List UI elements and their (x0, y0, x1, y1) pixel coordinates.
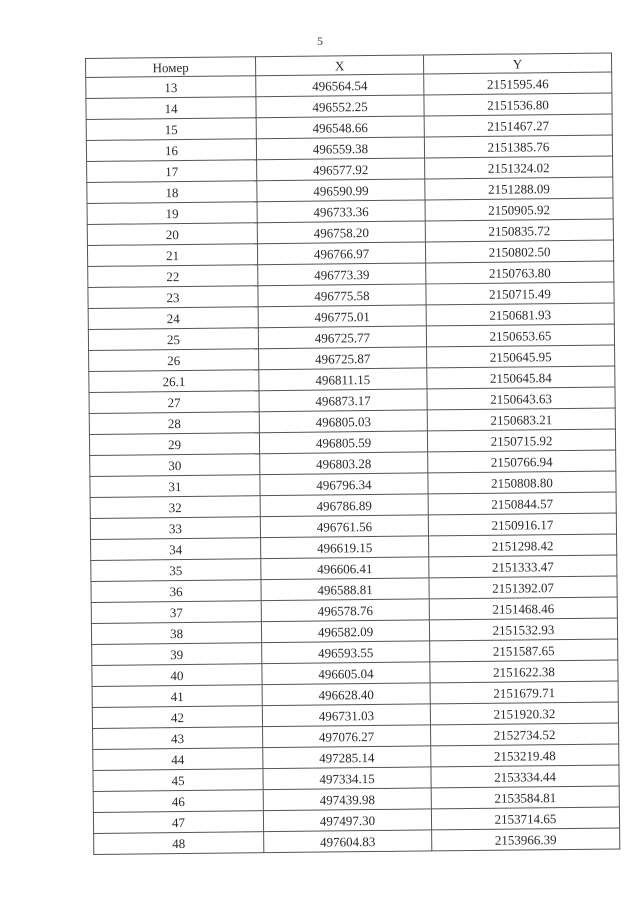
point-number-cell: 43 (93, 727, 263, 750)
point-number-cell: 26 (89, 349, 259, 372)
y-coordinate-cell: 2150844.57 (428, 492, 616, 515)
x-coordinate-cell: 496593.55 (262, 641, 430, 664)
y-coordinate-cell: 2150653.65 (426, 324, 614, 347)
point-number-cell: 20 (87, 223, 257, 246)
x-coordinate-cell: 496725.77 (258, 326, 426, 349)
y-coordinate-cell: 2151333.47 (429, 555, 617, 578)
x-coordinate-cell: 496578.76 (261, 599, 429, 622)
y-coordinate-cell: 2150808.80 (428, 471, 616, 494)
x-coordinate-cell: 496588.81 (261, 578, 429, 601)
x-coordinate-cell: 496590.99 (257, 179, 425, 202)
y-coordinate-cell: 2150905.92 (425, 198, 613, 221)
header-x: X (255, 55, 423, 76)
x-coordinate-cell: 496564.54 (256, 74, 424, 97)
x-coordinate-cell: 497285.14 (263, 746, 431, 769)
point-number-cell: 36 (91, 580, 261, 603)
x-coordinate-cell: 496582.09 (261, 620, 429, 643)
x-coordinate-cell: 496605.04 (262, 662, 430, 685)
x-coordinate-cell: 496725.87 (259, 347, 427, 370)
y-coordinate-cell: 2153334.44 (431, 765, 619, 788)
point-number-cell: 27 (89, 391, 259, 414)
point-number-cell: 14 (86, 97, 256, 120)
y-coordinate-cell: 2151324.02 (425, 156, 613, 179)
y-coordinate-cell: 2150763.80 (426, 261, 614, 284)
y-coordinate-cell: 2151622.38 (430, 660, 618, 683)
x-coordinate-cell: 496606.41 (261, 557, 429, 580)
point-number-cell: 13 (86, 76, 256, 99)
x-coordinate-cell: 496577.92 (257, 158, 425, 181)
y-coordinate-cell: 2151385.76 (424, 135, 612, 158)
x-coordinate-cell: 496559.38 (256, 137, 424, 160)
coordinates-table (85, 52, 620, 854)
y-coordinate-cell: 2150802.50 (425, 240, 613, 263)
x-coordinate-cell: 496552.25 (256, 95, 424, 118)
y-coordinate-cell: 2153584.81 (431, 786, 619, 809)
point-number-cell: 22 (88, 265, 258, 288)
point-number-cell: 47 (93, 811, 263, 834)
y-coordinate-cell: 2153219.48 (431, 744, 619, 767)
header-number: Номер (86, 57, 256, 78)
point-number-cell: 46 (93, 790, 263, 813)
x-coordinate-cell: 496803.28 (260, 452, 428, 475)
point-number-cell: 30 (90, 454, 260, 477)
point-number-cell: 34 (91, 538, 261, 561)
y-coordinate-cell: 2150715.49 (426, 282, 614, 305)
x-coordinate-cell: 497497.30 (263, 809, 431, 832)
point-number-cell: 16 (86, 139, 256, 162)
y-coordinate-cell: 2150681.93 (426, 303, 614, 326)
point-number-cell: 21 (87, 244, 257, 267)
point-number-cell: 37 (91, 601, 261, 624)
y-coordinate-cell: 2151536.80 (424, 93, 612, 116)
point-number-cell: 38 (91, 622, 261, 645)
x-coordinate-cell: 496796.34 (260, 473, 428, 496)
x-coordinate-cell: 496805.03 (259, 410, 427, 433)
y-coordinate-cell: 2151288.09 (425, 177, 613, 200)
point-number-cell: 48 (94, 832, 264, 855)
table-body (86, 72, 620, 854)
point-number-cell: 24 (88, 307, 258, 330)
x-coordinate-cell: 496786.89 (260, 494, 428, 517)
y-coordinate-cell: 2151679.71 (430, 681, 618, 704)
point-number-cell: 42 (92, 706, 262, 729)
x-coordinate-cell: 496766.97 (257, 242, 425, 265)
y-coordinate-cell: 2150766.94 (428, 450, 616, 473)
y-coordinate-cell: 2150643.63 (427, 387, 615, 410)
x-coordinate-cell: 497076.27 (263, 725, 431, 748)
header-y: Y (423, 53, 611, 74)
y-coordinate-cell: 2150916.17 (428, 513, 616, 536)
x-coordinate-cell: 496775.01 (258, 305, 426, 328)
x-coordinate-cell: 496731.03 (262, 704, 430, 727)
point-number-cell: 18 (87, 181, 257, 204)
x-coordinate-cell: 496628.40 (262, 683, 430, 706)
point-number-cell: 15 (86, 118, 256, 141)
point-number-cell: 32 (90, 496, 260, 519)
point-number-cell: 41 (92, 685, 262, 708)
point-number-cell: 29 (89, 433, 259, 456)
y-coordinate-cell: 2150645.84 (427, 366, 615, 389)
y-coordinate-cell: 2151587.65 (430, 639, 618, 662)
point-number-cell: 33 (90, 517, 260, 540)
y-coordinate-cell: 2152734.52 (431, 723, 619, 746)
point-number-cell: 39 (92, 643, 262, 666)
point-number-cell: 19 (87, 202, 257, 225)
x-coordinate-cell: 496619.15 (261, 536, 429, 559)
x-coordinate-cell: 496761.56 (260, 515, 428, 538)
point-number-cell: 25 (88, 328, 258, 351)
x-coordinate-cell: 497334.15 (263, 767, 431, 790)
y-coordinate-cell: 2150683.21 (427, 408, 615, 431)
point-number-cell: 17 (87, 160, 257, 183)
y-coordinate-cell: 2151468.46 (429, 597, 617, 620)
point-number-cell: 44 (93, 748, 263, 771)
table-row (94, 828, 620, 855)
y-coordinate-cell: 2153714.65 (431, 807, 619, 830)
y-coordinate-cell: 2151920.32 (430, 702, 618, 725)
y-coordinate-cell: 2151392.07 (429, 576, 617, 599)
x-coordinate-cell: 497439.98 (263, 788, 431, 811)
point-number-cell: 26.1 (89, 370, 259, 393)
y-coordinate-cell: 2151298.42 (429, 534, 617, 557)
y-coordinate-cell: 2153966.39 (432, 828, 620, 851)
x-coordinate-cell: 496805.59 (259, 431, 427, 454)
x-coordinate-cell: 496758.20 (257, 221, 425, 244)
x-coordinate-cell: 496811.15 (259, 368, 427, 391)
point-number-cell: 31 (90, 475, 260, 498)
point-number-cell: 45 (93, 769, 263, 792)
page-number: 5 (317, 34, 323, 48)
point-number-cell: 35 (91, 559, 261, 582)
x-coordinate-cell: 496548.66 (256, 116, 424, 139)
x-coordinate-cell: 496773.39 (258, 263, 426, 286)
y-coordinate-cell: 2150835.72 (425, 219, 613, 242)
y-coordinate-cell: 2150645.95 (427, 345, 615, 368)
x-coordinate-cell: 496733.36 (257, 200, 425, 223)
x-coordinate-cell: 497604.83 (264, 830, 432, 853)
y-coordinate-cell: 2151532.93 (429, 618, 617, 641)
y-coordinate-cell: 2151467.27 (424, 114, 612, 137)
point-number-cell: 28 (89, 412, 259, 435)
point-number-cell: 23 (88, 286, 258, 309)
y-coordinate-cell: 2151595.46 (424, 72, 612, 95)
point-number-cell: 40 (92, 664, 262, 687)
x-coordinate-cell: 496873.17 (259, 389, 427, 412)
y-coordinate-cell: 2150715.92 (427, 429, 615, 452)
x-coordinate-cell: 496775.58 (258, 284, 426, 307)
